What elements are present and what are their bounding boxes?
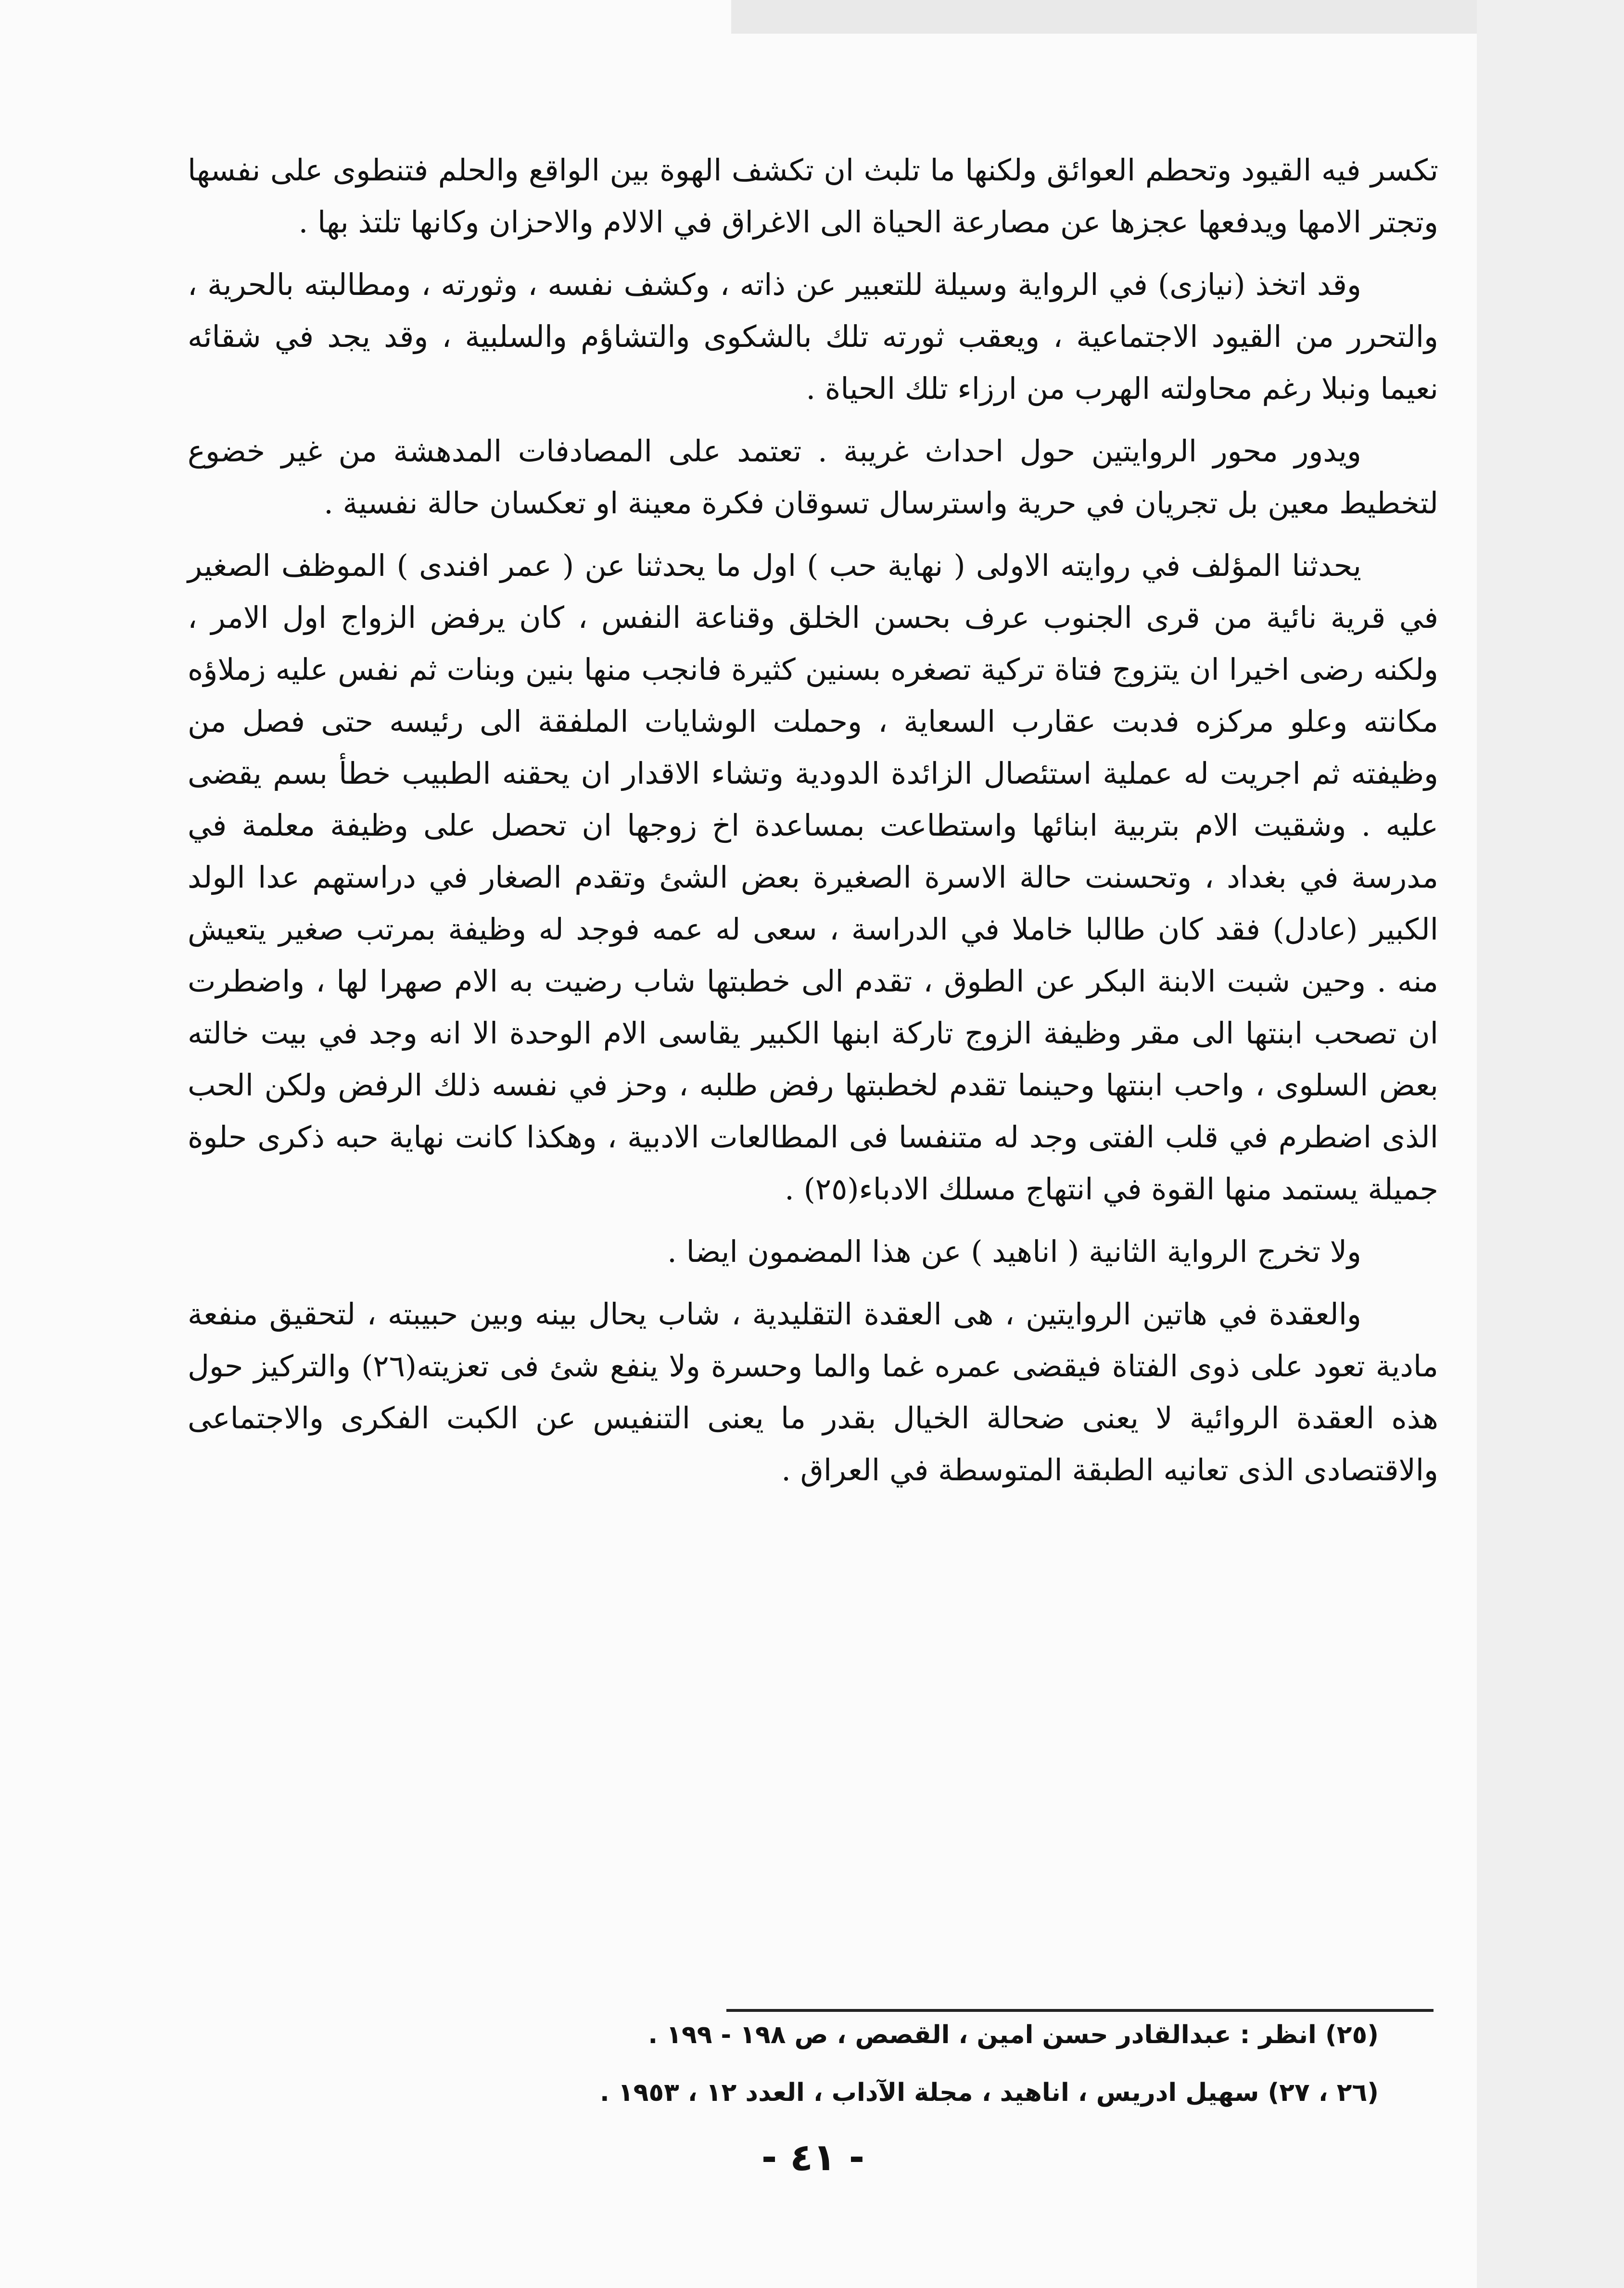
scan-top-strip — [731, 0, 1477, 34]
footnote-26-27: (٢٦ ، ٢٧) سهيل ادريس ، اناهيد ، مجلة الآداب ، العدد ١٢ ، ١٩٥٣ . — [600, 2078, 1379, 2107]
page-number: - ٤١ - — [761, 2136, 865, 2179]
body-text — [188, 144, 1438, 1507]
paragraph-2: وقد اتخذ (نيازى) في الرواية وسيلة للتعبير عن ذاته ، وكشف نفسه ، وثورته ، ومطالبته بالحرية ، والتحرر من القيود الاجتماعية ، ويعقب ثورته تلك بالشكوى والتشاؤم والسلبية ، وقد يجد في شقائه نعيما ونبلا رغم محاولته الهرب من ارزاء تلك الحياة . — [188, 267, 1438, 406]
paragraph-4: يحدثنا المؤلف في روايته الاولى ( نهاية حب ) اول ما يحدثنا عن ( عمر افندى ) الموظف الصغير في قرية نائية من قرى الجنوب عرف بحسن الخلق وقناعة النفس ، كان يرفض الزواج اول الامر ، ولكنه رضى اخيرا ان يتزوج فتاة تركية تصغره بسنين كثيرة فانجب منها بنين وبنات ثم نفس عليه زملاؤه مكانته وعلو مركزه فدبت عقارب السعاية ، وحملت الوشايات الملفقة الى رئيسه حتى فصل من وظيفته ثم اجريت له عملية استئصال الزائدة الدودية وتشاء الاقدار ان يحقنه الطبيب خطأ بسم يقضى عليه . وشقيت الام بتربية ابنائها واستطاعت بمساعدة اخ زوجها ان تحصل على وظيفة معلمة في مدرسة في بغداد ، وتحسنت حالة الاسرة الصغيرة بعض الشئ وتقدم الصغار في دراستهم عدا الولد الكبير (عادل) فقد كان طالبا خاملا في الدراسة ، سعى له عمه فوجد له وظيفة بمرتب صغير يتعيش منه . وحين شبت الابنة البكر عن الطوق ، تقدم الى خطبتها شاب رضيت به الام صهرا لها ، واضطرت ان تصحب ابنتها الى مقر وظيفة الزوج تاركة ابنها الكبير يقاسى الام الوحدة الا انه وجد في بيت خالته بعض السلوى ، واحب ابنتها وحينما تقدم لخطبتها رفض طلبه ، وحز في نفسه ذلك الرفض ولكن الحب الذى اضطرم في قلب الفتى وجد له متنفسا فى المطالعات الادبية ، وهكذا كانت نهاية حبه ذكرى حلوة جميلة يستمد منها القوة في انتهاج مسلك الادباء(٢٥) . — [188, 548, 1438, 1207]
paragraph-6: والعقدة في هاتين الروايتين ، هى العقدة التقليدية ، شاب يحال بينه وبين حبيبته ، لتحقيق منفعة مادية تعود على ذوى الفتاة فيقضى عمره غما والما وحسرة ولا ينفع شئ فى تعزيته(٢٦) والتركيز حول هذه العقدة الروائية لا يعنى ضحالة الخيال بقدر ما يعنى التنفيس عن الكبت الفكرى والاجتماعى والاقتصادى الذى تعانيه الطبقة المتوسطة في العراق . — [188, 1297, 1438, 1487]
paragraph-5: ولا تخرج الرواية الثانية ( اناهيد ) عن هذا المضمون ايضا . — [667, 1234, 1361, 1269]
footnote-divider — [726, 2009, 1434, 2012]
paragraph-1: تكسر فيه القيود وتحطم العوائق ولكنها ما تلبث ان تكشف الهوة بين الواقع والحلم فتنطوى على نفسها وتجتر الامها ويدفعها عجزها عن مصارعة الحياة الى الاغراق في الالام والاحزان وكانها تلتذ بها . — [188, 153, 1438, 240]
footnote-25: (٢٥) انظر : عبدالقادر حسن امين ، القصص ، ص ١٩٨ - ١٩٩ . — [648, 2021, 1379, 2049]
paragraph-3: ويدور محور الروايتين حول احداث غريبة . تعتمد على المصادفات المدهشة من غير خضوع لتخطيط معين بل تجريان في حرية واسترسال تسوقان فكرة معينة او تعكسان حالة نفسية . — [188, 433, 1438, 521]
scan-right-edge — [1477, 0, 1624, 2288]
